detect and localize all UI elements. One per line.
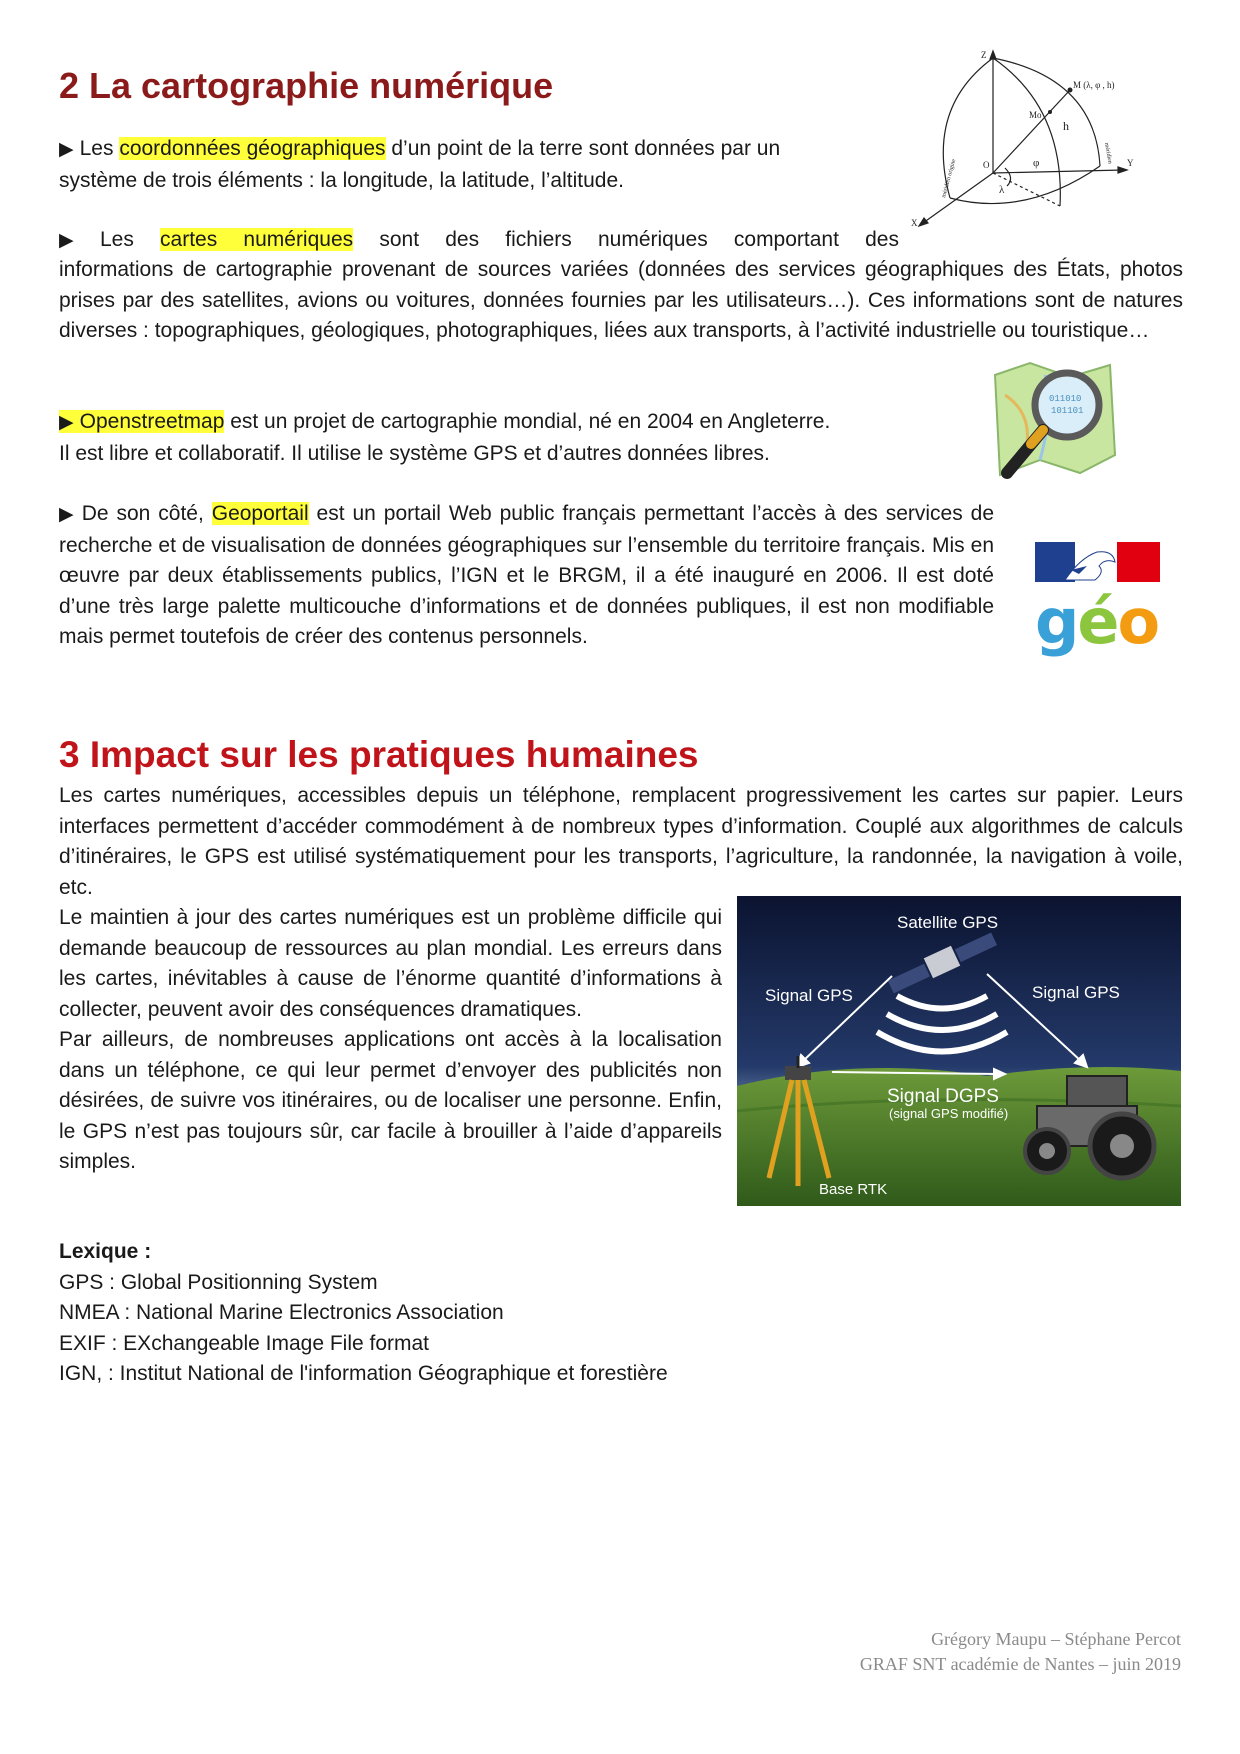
paragraph-coordinates xyxy=(59,134,859,196)
meridian-label: méridien xyxy=(1103,142,1113,165)
lambda-label: λ xyxy=(999,184,1005,196)
text: Le maintien à jour des cartes numériques est un problème difficile qui demande beaucoup de ressources au plan mondial. Les erreurs dans les cartes, inévitables à cause de l’énorme quantité d’informations à collecter, peuvent avoir des conséquences dramatiques. xyxy=(59,906,722,1021)
section-3-title: 3 Impact sur les pratiques humaines xyxy=(59,734,699,775)
bullet-marker: ▶ xyxy=(59,230,94,251)
signal-dgps-sub-label: (signal GPS modifié) xyxy=(889,1106,1009,1121)
geo-e-letter: é xyxy=(1077,585,1118,658)
lexique-item: EXIF : EXchangeable Image File format xyxy=(59,1331,430,1355)
paragraph-impact xyxy=(59,781,1183,903)
footer xyxy=(860,1627,1181,1677)
highlight-geoportail: Geoportail xyxy=(211,502,309,525)
marianne-flag-icon xyxy=(1035,540,1160,585)
highlight-cartes: cartes numériques xyxy=(160,228,354,251)
text: est un projet de cartographie mondial, né en 2004 en Angleterre. xyxy=(224,410,831,433)
lexique-section xyxy=(59,1237,959,1390)
text: d’un point de la terre sont données par un système de trois éléments : la longitude, la latitude, l’altitude. xyxy=(59,137,781,192)
footer-authors: Grégory Maupu – Stéphane Percot xyxy=(931,1629,1181,1649)
bullet-marker: ▶ xyxy=(59,139,74,160)
text: De son côté, xyxy=(81,502,212,525)
geoportail-logo xyxy=(1035,540,1160,658)
origin-label: O xyxy=(983,160,990,170)
text: Les cartes numériques, accessibles depuis un téléphone, remplacent progressivement les cartes sur papier. Leurs interfaces permettent d’accéder commodément à de nombreux types d’information. Couplé aux algorithmes de calculs d’itinéraires, le GPS est utilisé systématiquement pour les transports, l’agriculture, la randonnée, la navigation à voile, etc. xyxy=(59,784,1183,899)
base-rtk-label: Base RTK xyxy=(819,1181,888,1198)
z-axis-label: Z xyxy=(981,50,987,60)
bullet-marker: ▶ xyxy=(59,504,76,525)
paragraph-openstreetmap xyxy=(59,407,959,469)
svg-text:011010: 011010 xyxy=(1049,394,1082,404)
highlight-openstreetmap: Openstreetmap xyxy=(79,410,225,433)
svg-text:101101: 101101 xyxy=(1051,406,1084,416)
signal-gps-left-label: Signal GPS xyxy=(765,986,853,1005)
text: informations de cartographie provenant de sources variées (données des services géographiques des États, photos prises par des satellites, avions ou voitures, données fournies par les utilisateurs…). Ces informations sont de natures diverses : topographiques, géologiques, photographiques, liées aux transports, à l’activité industrielle ou touristique… xyxy=(59,258,1183,342)
paragraph-cartes-continued xyxy=(59,255,1183,347)
highlight-coordonnees: coordonnées géographiques xyxy=(119,137,386,160)
point-mo-label: Mo xyxy=(1029,110,1042,120)
phi-label: φ xyxy=(1033,157,1040,169)
text: Les xyxy=(99,228,161,251)
satellite-gps-label: Satellite GPS xyxy=(897,913,999,932)
section-2-title: 2 La cartographie numérique xyxy=(59,65,554,106)
text: est un portail Web public français permettant l’accès à des services de recherche et de visualisation de données géographiques sur l’ensemble du territoire français. Mis en œuvre par deux établissements publics, l’IGN et le BRGM, il a été inauguré en 2006. Il est doté d’une très large palette multicouche d’informations et de données publiques, il est non modifiable mais permet toutefois de créer des contenus personnels. xyxy=(59,502,994,648)
paragraph-geoportail xyxy=(59,499,994,653)
lexique-item: NMEA : National Marine Electronics Association xyxy=(59,1301,504,1324)
x-axis-label: X xyxy=(911,218,918,228)
height-label: h xyxy=(1063,119,1069,133)
lexique-title: Lexique : xyxy=(59,1240,152,1263)
lexique-item: GPS : Global Positionning System xyxy=(59,1270,378,1294)
footer-affiliation: GRAF SNT académie de Nantes – juin 2019 xyxy=(859,1654,1181,1674)
meridian-origin-label: méridien origine xyxy=(941,158,958,199)
openstreetmap-logo xyxy=(985,355,1125,495)
text: Il est libre et collaboratif. Il utilise le système GPS et d’autres données libres. xyxy=(59,441,770,465)
signal-gps-right-label: Signal GPS xyxy=(1032,983,1120,1002)
gps-dgps-illustration xyxy=(737,896,1181,1206)
bullet-marker: ▶ xyxy=(59,412,74,433)
point-m-label: M (λ, φ , h) xyxy=(1073,80,1115,90)
geo-logo-text: géo xyxy=(1035,585,1159,658)
text: Les xyxy=(79,137,120,160)
signal-dgps-label: Signal DGPS xyxy=(887,1086,999,1107)
paragraph-maintien xyxy=(59,903,722,1178)
paragraph-cartes: ▶ Les cartes numériques sont des fichiers numériques comportant des xyxy=(59,228,899,251)
y-axis-label: Y xyxy=(1127,158,1134,168)
spherical-coordinates-diagram xyxy=(905,48,1150,233)
lexique-item: IGN, : Institut National de l'information Géographique et forestière xyxy=(59,1362,668,1385)
text: Par ailleurs, de nombreuses applications ont accès à la localisation dans un téléphone, ce qui leur permet d’envoyer des publicités non désirées, de suivre vos itinéraires, ou de localiser une personne. Enfin, le GPS n’est pas toujours sûr, car facile à brouiller à l’aide d’appareils simples. xyxy=(59,1028,722,1173)
